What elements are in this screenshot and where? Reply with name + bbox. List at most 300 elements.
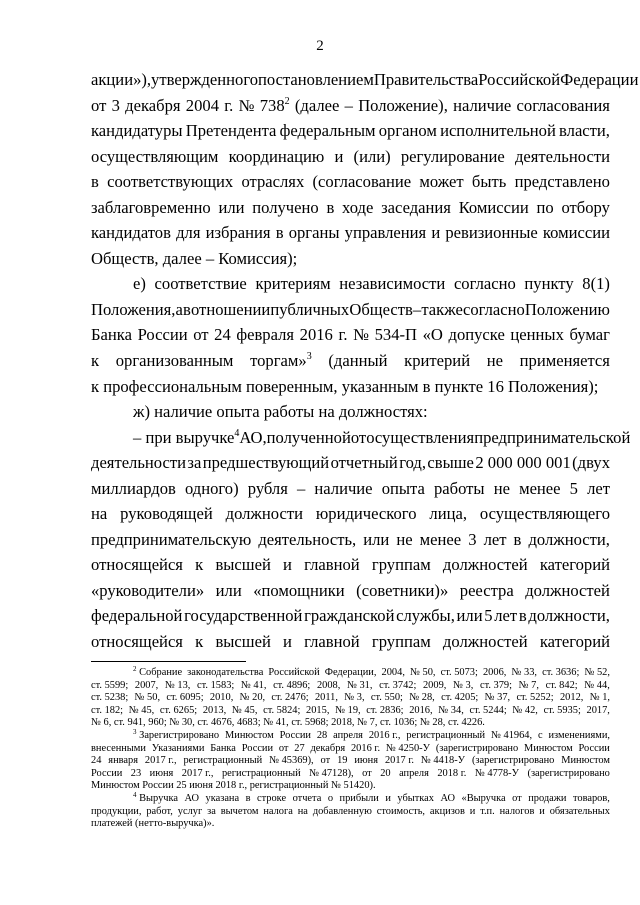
word: критериям — [255, 274, 331, 294]
word: Претендента — [185, 121, 277, 141]
footnote-word: № 3, — [453, 679, 474, 691]
word: Правительства — [373, 70, 479, 89]
word: юридического — [315, 504, 417, 524]
footnote-word: ст. 5824; — [263, 704, 301, 716]
footnote-word: № 4418-У — [420, 755, 466, 767]
word: и — [334, 146, 344, 166]
body-line — [91, 425, 631, 451]
word: федеральным — [279, 121, 376, 141]
body-line — [91, 93, 610, 119]
word: применяется — [519, 351, 610, 371]
word: деятельности — [514, 146, 610, 166]
word: «О — [422, 325, 443, 345]
word: предпринимательской — [474, 427, 631, 447]
word: категорий — [539, 555, 610, 575]
footnote-word: отчета — [292, 792, 322, 804]
footnote-word: 2007, — [134, 679, 159, 691]
body-line — [91, 578, 610, 604]
page-number: 2 — [316, 38, 324, 54]
footnote-word: ст. 6265; — [159, 704, 198, 716]
word: в — [326, 197, 335, 217]
footnote-start — [133, 727, 220, 743]
word: службы, — [396, 606, 455, 626]
word: 2 000 000 001 — [475, 453, 571, 473]
body-line — [91, 374, 610, 400]
word: реестра — [459, 580, 514, 600]
body-line — [91, 552, 610, 578]
word: не — [486, 351, 503, 371]
word: от — [91, 95, 107, 115]
footnote-word: ст. 550; — [370, 692, 403, 704]
footnote-word: от — [512, 792, 522, 804]
line-text: к профессиональным поверенным, указанным в пункте 16 Положения); — [91, 376, 599, 396]
word: согласно — [462, 299, 525, 319]
word-with-footnote-ref — [260, 93, 290, 119]
word: или — [363, 529, 390, 549]
footnote-word: с — [537, 729, 543, 741]
footnote-line — [91, 755, 610, 768]
footnote-word: ст. 5073; — [440, 667, 478, 678]
footnote-word: указана — [205, 792, 240, 804]
word: в — [275, 223, 284, 243]
body-line — [91, 67, 639, 93]
footnote-word: ст. 5599; — [91, 679, 129, 691]
word: главной — [304, 632, 360, 652]
word: февраля — [236, 325, 295, 345]
footnote-word: 2016, — [409, 704, 433, 716]
word: согласования — [516, 95, 610, 115]
word: отраслях — [241, 172, 305, 192]
footnote-word: № 41964, — [490, 729, 533, 741]
word: соответствие — [154, 274, 247, 294]
footnote-word: продукции, — [91, 805, 142, 817]
footnote-word: Минюстом — [561, 755, 610, 767]
line-text: Обществ, далее – Комиссия); — [91, 248, 298, 268]
body-line — [91, 629, 610, 655]
word: получено — [252, 197, 319, 217]
word: к — [195, 555, 204, 575]
footnote-word: Указаниями — [151, 742, 205, 754]
footnote-word: № 19, — [335, 704, 361, 716]
word: кандидатуры — [91, 121, 183, 141]
body-line — [91, 348, 610, 374]
word: руководящей — [120, 504, 213, 524]
footnote-word: 2012, — [559, 692, 584, 704]
footnote-word: № 52, — [584, 667, 610, 678]
word: предпринимательскую — [91, 529, 252, 549]
footnote-line — [91, 705, 610, 718]
footnote-line — [91, 780, 610, 793]
footnote-marker: 3 — [133, 727, 137, 736]
footnote-word: 2016 г. — [350, 742, 381, 754]
word: ценных — [510, 325, 564, 345]
word: или — [215, 580, 242, 600]
word: осуществления — [366, 427, 475, 447]
word: должности, — [528, 529, 610, 549]
word: быть — [471, 172, 507, 192]
line-text: ж) наличие опыта работы на должностях: — [133, 402, 428, 422]
footnote-word: № 37, — [484, 692, 511, 704]
word: комиссии — [542, 223, 610, 243]
word: лет — [483, 529, 507, 549]
word: декабря — [125, 95, 181, 115]
word: или — [218, 197, 245, 217]
footnote-word: услуг — [177, 805, 203, 817]
footnote-word: 27 — [294, 742, 305, 754]
footnote-word: и — [539, 805, 545, 817]
footnote-word: от — [320, 755, 331, 767]
body-line — [91, 450, 610, 476]
word: заблаговременно — [91, 197, 211, 217]
footnote-word: АО — [440, 792, 455, 804]
word: менее — [419, 529, 462, 549]
word: управления — [344, 223, 427, 243]
word: России — [137, 325, 188, 345]
word: координацию — [228, 146, 325, 166]
footnote-word: АО — [184, 792, 200, 804]
footnote-word: России — [91, 767, 123, 779]
word: год, — [399, 453, 427, 473]
footnote-word: июня — [149, 767, 174, 779]
footnote-word: 2013, — [202, 704, 227, 716]
word: или — [456, 606, 483, 626]
footnote-line — [91, 743, 610, 756]
word: лет — [494, 606, 518, 626]
word: г. — [224, 95, 234, 115]
footnote-word: Минюстом — [524, 742, 573, 754]
footnote-word: ст. 5252; — [516, 692, 554, 704]
word: 5 — [484, 606, 493, 626]
footnote-word: ст. 3742; — [379, 679, 417, 691]
word: ревизионные — [445, 223, 538, 243]
word: гражданской — [304, 606, 395, 626]
word: наличие — [314, 478, 373, 498]
footnote-word: и — [469, 805, 476, 817]
footnote-word: (зарегистрировано — [527, 767, 610, 779]
footnote-word: ст. 3636; — [542, 667, 580, 678]
footnote-word: России — [279, 729, 311, 741]
footnote-word: № 28, — [409, 692, 435, 704]
footnote-word: 2015, — [306, 704, 330, 716]
footnote-word: за — [207, 805, 216, 817]
word: ходе — [342, 197, 374, 217]
footnote-word: 23 — [130, 767, 142, 779]
footnote-word: 2017 г., — [181, 767, 214, 779]
word: и — [283, 632, 292, 652]
footnote-word: ст. 5935; — [543, 704, 581, 716]
word: независимости — [339, 274, 446, 294]
word: государственной — [184, 606, 303, 626]
footnote-word: ст. 182; — [91, 704, 124, 716]
word: лет — [587, 478, 610, 498]
word: может — [419, 172, 464, 192]
footnote-word: 2008, — [316, 679, 341, 691]
word: критерий — [404, 351, 471, 371]
footnote-word: товаров, — [573, 792, 610, 804]
footnote-word: Банка — [210, 742, 236, 754]
footnote-word: «Выручка — [461, 792, 506, 804]
body-line — [91, 195, 610, 221]
word: группам — [371, 632, 431, 652]
body-line — [91, 169, 610, 195]
body-line — [91, 297, 610, 323]
footnote-word: ст. 2476; — [271, 692, 309, 704]
word: свыше — [427, 453, 474, 473]
word: Российской — [478, 70, 561, 89]
footnote-word: налогов — [499, 805, 535, 817]
footnote-line — [91, 692, 610, 705]
footnote-text: Минюстом России 25 июня 2018 г., регистрационный № 51420). — [91, 780, 376, 792]
word: в — [183, 299, 191, 319]
word: утвержденного — [151, 70, 259, 89]
word: группам — [371, 555, 431, 575]
word: «руководители» — [91, 580, 205, 600]
word: должностей — [525, 580, 610, 600]
footnote-marker: 4 — [133, 790, 137, 799]
word: – при выручке — [133, 427, 235, 447]
footnote-word: № 33, — [511, 667, 537, 678]
word: Положению — [524, 299, 610, 319]
word: представлено — [514, 172, 610, 192]
footnote-word: № 13, — [164, 679, 191, 691]
word: не — [396, 529, 413, 549]
word: за — [187, 453, 202, 473]
word: менее — [519, 478, 561, 498]
word: власти, — [559, 121, 610, 141]
footnote-word: № 3, — [344, 692, 365, 704]
footnote-word: 2016 г., — [368, 729, 401, 741]
word: должности, — [528, 606, 610, 626]
word: 5 — [569, 478, 578, 498]
footnote-word: 2004, — [381, 667, 405, 678]
footnote-word: июня — [354, 755, 379, 767]
body-line — [91, 144, 610, 170]
word-with-footnote-ref — [133, 425, 239, 451]
word: (двух — [572, 453, 610, 473]
footnote-word: № 1, — [589, 692, 610, 704]
footnotes — [91, 667, 610, 831]
footnote-word: № 34, — [438, 704, 464, 716]
footnote-line — [91, 768, 610, 781]
footnote-word: (зарегистрировано — [471, 755, 555, 767]
word: осуществляющим — [91, 146, 219, 166]
footnote-ref: 2 — [284, 95, 290, 107]
footnote-word: 2018 г. — [437, 767, 467, 779]
body-line — [91, 118, 610, 144]
word: Обществ — [349, 299, 413, 319]
word: организованным — [115, 351, 234, 371]
footnote-word: строке — [257, 792, 287, 804]
footnote-word: России — [578, 742, 610, 754]
word: 8(1) — [582, 274, 610, 294]
word: – — [344, 95, 353, 115]
footnote-word: ст. 5238; — [91, 692, 129, 704]
word: к — [91, 351, 100, 371]
word: регулирование — [400, 146, 505, 166]
word: полученной — [266, 427, 351, 447]
footnote-word: в — [245, 792, 251, 804]
footnote-word: вычетом — [220, 805, 259, 817]
word: заседания — [381, 197, 451, 217]
footnote-word: № 20, — [239, 692, 266, 704]
footnote-word: Федерации, — [324, 667, 377, 678]
footnote-line — [91, 790, 610, 806]
word: должностей — [442, 632, 528, 652]
word: 2004 — [185, 95, 219, 115]
word: категорий — [539, 632, 610, 652]
footnote-word: № 45, — [231, 704, 258, 716]
word: избрания — [205, 223, 271, 243]
footnote-word: и — [385, 792, 391, 804]
footnote-word: 28 — [316, 729, 328, 741]
word: Банка — [91, 325, 132, 345]
footnote-word: № 45369), — [269, 755, 314, 767]
footnote-line — [91, 667, 610, 680]
word: Комиссии — [458, 197, 529, 217]
word: к — [195, 632, 204, 652]
word: органы — [288, 223, 340, 243]
word: опыта — [381, 478, 425, 498]
word: согласно — [453, 274, 516, 294]
footnote-word: регистрационный — [183, 755, 263, 767]
footnote-word: убытках — [397, 792, 434, 804]
footnote-word: 2009, — [422, 679, 447, 691]
word: в — [91, 172, 99, 192]
footnote-word: стоимость, — [376, 805, 426, 817]
footnote-word: от — [362, 767, 372, 779]
footnote-line — [91, 727, 610, 743]
footnote-word: обязательных — [549, 805, 610, 817]
word: по — [536, 197, 554, 217]
footnote-word: № 4250-У — [385, 742, 430, 754]
word: – — [296, 478, 306, 498]
footnote-word: 2006, — [482, 667, 507, 678]
word: на — [91, 504, 108, 524]
footnote-word: ст. 379; — [479, 679, 513, 691]
body-line — [91, 322, 610, 348]
footnote-word: 2017 г. — [384, 755, 415, 767]
footnote-word: изменениями, — [548, 729, 610, 741]
footnote-start — [133, 790, 179, 806]
word: в — [518, 606, 527, 626]
word: работы — [433, 478, 485, 498]
word: высшей — [215, 632, 271, 652]
footnote-word: 19 — [337, 755, 348, 767]
footnote-word: продажи — [528, 792, 567, 804]
footnote-text: № 6, ст. 941, 960; № 30, ст. 4676, 4683; № 41, ст. 5968; 2018, № 7, ст. 1036; № 28, ст. 4226. — [91, 717, 485, 729]
word: федеральной — [91, 606, 183, 626]
word: относящейся — [91, 555, 183, 575]
footnote-separator — [91, 661, 246, 662]
word: Положения, — [91, 299, 176, 319]
word: также — [421, 299, 463, 319]
footnote-word: работ, — [146, 805, 173, 817]
word: торгам» — [250, 351, 307, 371]
word: кандидатов — [91, 223, 171, 243]
word: рубля — [247, 478, 288, 498]
footnote-word: 2010, — [209, 692, 234, 704]
body-line — [91, 476, 610, 502]
footnote-word: Российской — [268, 667, 320, 678]
word: должностей — [442, 555, 528, 575]
word: лица, — [429, 504, 467, 524]
word: № — [238, 95, 255, 115]
word: (согласование — [312, 172, 412, 192]
footnote-word: Минюстом — [225, 729, 274, 741]
word: допуске — [448, 325, 505, 345]
word: исполнительной — [440, 121, 556, 141]
word: Федерации — [560, 70, 639, 89]
footnote-word: ст. 4896; — [273, 679, 311, 691]
word: постановлением — [258, 70, 374, 89]
word: миллиардов — [91, 478, 176, 498]
footnote-line — [91, 806, 610, 819]
word: 2016 — [299, 325, 333, 345]
word: и — [431, 223, 441, 243]
word-with-footnote-ref — [250, 348, 312, 374]
footnote-start — [133, 667, 182, 680]
word: (далее — [294, 95, 340, 115]
word: (данный — [328, 351, 388, 371]
footnote-word: № 45, — [128, 704, 155, 716]
footnote-word: прибыли — [339, 792, 379, 804]
word: в — [513, 529, 522, 549]
word: (или) — [353, 146, 391, 166]
word: одного) — [184, 478, 239, 498]
footnote-word: Собрание — [139, 667, 183, 678]
footnote-word: 2017 г., — [144, 755, 177, 767]
footnote-word: регистрационный — [406, 729, 486, 741]
footnote-line — [91, 818, 610, 831]
word: 534-П — [374, 325, 418, 345]
footnote-word: № 7, — [518, 679, 539, 691]
word: акции»), — [91, 70, 152, 89]
footnote-word: регистрационный — [221, 767, 301, 779]
word: соответствующих — [107, 172, 234, 192]
word: высшей — [215, 555, 271, 575]
word: АО, — [239, 427, 267, 447]
word: и — [283, 555, 292, 575]
word: деятельности — [91, 453, 186, 473]
footnote-word: № 50, — [410, 667, 436, 678]
word: относящейся — [91, 632, 183, 652]
word: главной — [304, 555, 360, 575]
footnote-word: декабря — [310, 742, 346, 754]
footnote-word: добавленную — [312, 805, 372, 817]
footnote-word: апреля — [333, 729, 363, 741]
footnote-ref: 3 — [306, 351, 312, 363]
word: отбору — [561, 197, 610, 217]
footnote-word: России — [241, 742, 274, 754]
footnote-word: (зарегистрировано — [435, 742, 519, 754]
footnote-line — [91, 680, 610, 693]
footnote-word: законодательства — [187, 667, 264, 678]
body-line — [91, 220, 610, 246]
footnote-word: о — [327, 792, 334, 804]
word: не — [493, 478, 510, 498]
footnote-text: платежей (нетто-выручка)». — [91, 818, 215, 830]
footnote-word: ст. 6095; — [166, 692, 204, 704]
footnote-word: 2017, — [586, 704, 610, 716]
footnote-word: на — [297, 805, 308, 817]
footnote-word: от — [278, 742, 289, 754]
word: бумаг — [569, 325, 610, 345]
footnote-word: ст. 2836; — [366, 704, 404, 716]
footnote-word: т.п. — [480, 805, 495, 817]
footnote-word: № 42, — [512, 704, 538, 716]
footnote-word: января — [108, 755, 138, 767]
footnote-word: № 31, — [346, 679, 373, 691]
